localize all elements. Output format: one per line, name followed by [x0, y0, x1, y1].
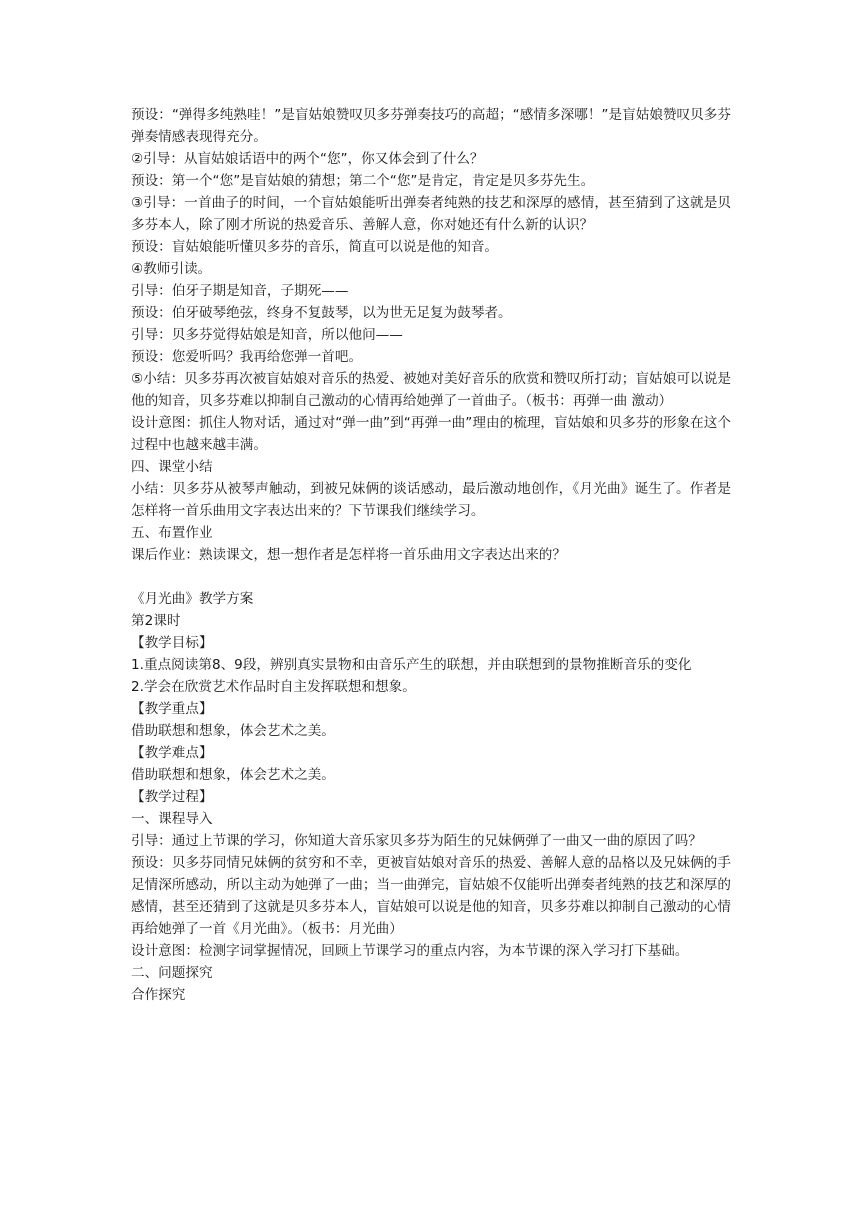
paragraph-intro-preset: 预设：贝多芬同情兄妹俩的贫穷和不幸，更被盲姑娘对音乐的热爱、善解人意的品格以及兄妹俩的手足情深所感动，所以主动为她弹了一曲；当一曲弹完，盲姑娘不仅能听出弹奏者纯熟的技艺和深厚的感情，甚至还猜到了这就是贝多芬本人，盲姑娘可以说是他的知音，贝多芬难以抑制自己激动的心情再给她弹了一首《月光曲》。（板书：月光曲）	[131, 855, 731, 937]
paragraph-homework: 课后作业：熟读课文，想一想作者是怎样将一首乐曲用文字表达出来的？	[131, 547, 566, 563]
paragraph-intro-guide: 引导：通过上节课的学习，你知道大音乐家贝多芬为陌生的兄妹俩弹了一曲又一曲的原因了吗？	[131, 833, 702, 849]
heading-process: 【教学过程】	[131, 789, 213, 805]
paragraph-preset-play-again: 预设：您爱听吗？我再给您弹一首吧。	[131, 349, 363, 365]
paragraph-preset-soulmate: 预设：盲姑娘能听懂贝多芬的音乐，简直可以说是他的知音。	[131, 239, 499, 255]
heading-homework: 五、布置作业	[131, 525, 213, 541]
paragraph-design-intent-2: 设计意图：检测字词掌握情况，回顾上节课学习的重点内容，为本节课的深入学习打下基础。	[131, 943, 689, 959]
paragraph-guide-beethoven: 引导：贝多芬觉得姑娘是知音，所以他问——	[131, 327, 403, 343]
document-body	[131, 104, 731, 1006]
paragraph-guide-boya: 引导：伯牙子期是知音，子期死——	[131, 283, 349, 299]
heading-class-summary: 四、课堂小结	[131, 459, 213, 475]
key-points-text: 借助联想和想象，体会艺术之美。	[131, 723, 335, 739]
heading-inquiry: 二、问题探究	[131, 965, 213, 981]
paragraph-cooperative-inquiry: 合作探究	[131, 987, 186, 1003]
plan-title: 《月光曲》教学方案	[131, 591, 254, 607]
paragraph-guide-4: ④教师引读。	[131, 261, 212, 277]
heading-key-points: 【教学重点】	[131, 701, 213, 717]
lesson-number: 第2课时	[131, 613, 181, 629]
heading-difficulties: 【教学难点】	[131, 745, 213, 761]
paragraph-preset-praise: 预设：“弹得多纯熟哇！”是盲姑娘赞叹贝多芬弹奏技巧的高超；“感情多深哪！”是盲姑娘赞叹贝多芬弹奏情感表现得充分。	[131, 107, 731, 145]
heading-objectives: 【教学目标】	[131, 635, 213, 651]
paragraph-preset-two-you: 预设：第一个“您”是盲姑娘的猜想；第二个“您”是肯定，肯定是贝多芬先生。	[131, 173, 595, 189]
difficulties-text: 借助联想和想象，体会艺术之美。	[131, 767, 335, 783]
objective-1: 1.重点阅读第8、9段，辨别真实景物和由音乐产生的联想，并由联想到的景物推断音乐的变化	[131, 657, 692, 673]
blank-line	[131, 566, 731, 588]
objective-2: 2.学会在欣赏艺术作品时自主发挥联想和想象。	[131, 679, 416, 695]
paragraph-guide-2: ②引导：从盲姑娘话语中的两个“您”，你又体会到了什么？	[131, 151, 484, 167]
heading-intro: 一、课程导入	[131, 811, 213, 827]
paragraph-summary-5: ⑤小结：贝多芬再次被盲姑娘对音乐的热爱、被她对美好音乐的欣赏和赞叹所打动；盲姑娘可以说是他的知音，贝多芬难以抑制自己激动的心情再给她弹了一首曲子。（板书：再弹一曲 激动）	[131, 371, 731, 409]
paragraph-preset-boya: 预设：伯牙破琴绝弦，终身不复鼓琴，以为世无足复为鼓琴者。	[131, 305, 512, 321]
paragraph-guide-3: ③引导：一首曲子的时间，一个盲姑娘能听出弹奏者纯熟的技艺和深厚的感情，甚至猜到了这就是贝多芬本人，除了刚才所说的热爱音乐、善解人意，你对她还有什么新的认识？	[131, 195, 731, 233]
paragraph-class-summary: 小结：贝多芬从被琴声触动，到被兄妹俩的谈话感动，最后激动地创作，《月光曲》诞生了。作者是怎样将一首乐曲用文字表达出来的？下节课我们继续学习。	[131, 481, 731, 519]
paragraph-design-intent-1: 设计意图：抓住人物对话，通过对“弹一曲”到“再弹一曲”理由的梳理，盲姑娘和贝多芬的形象在这个过程中也越来越丰满。	[131, 415, 731, 453]
